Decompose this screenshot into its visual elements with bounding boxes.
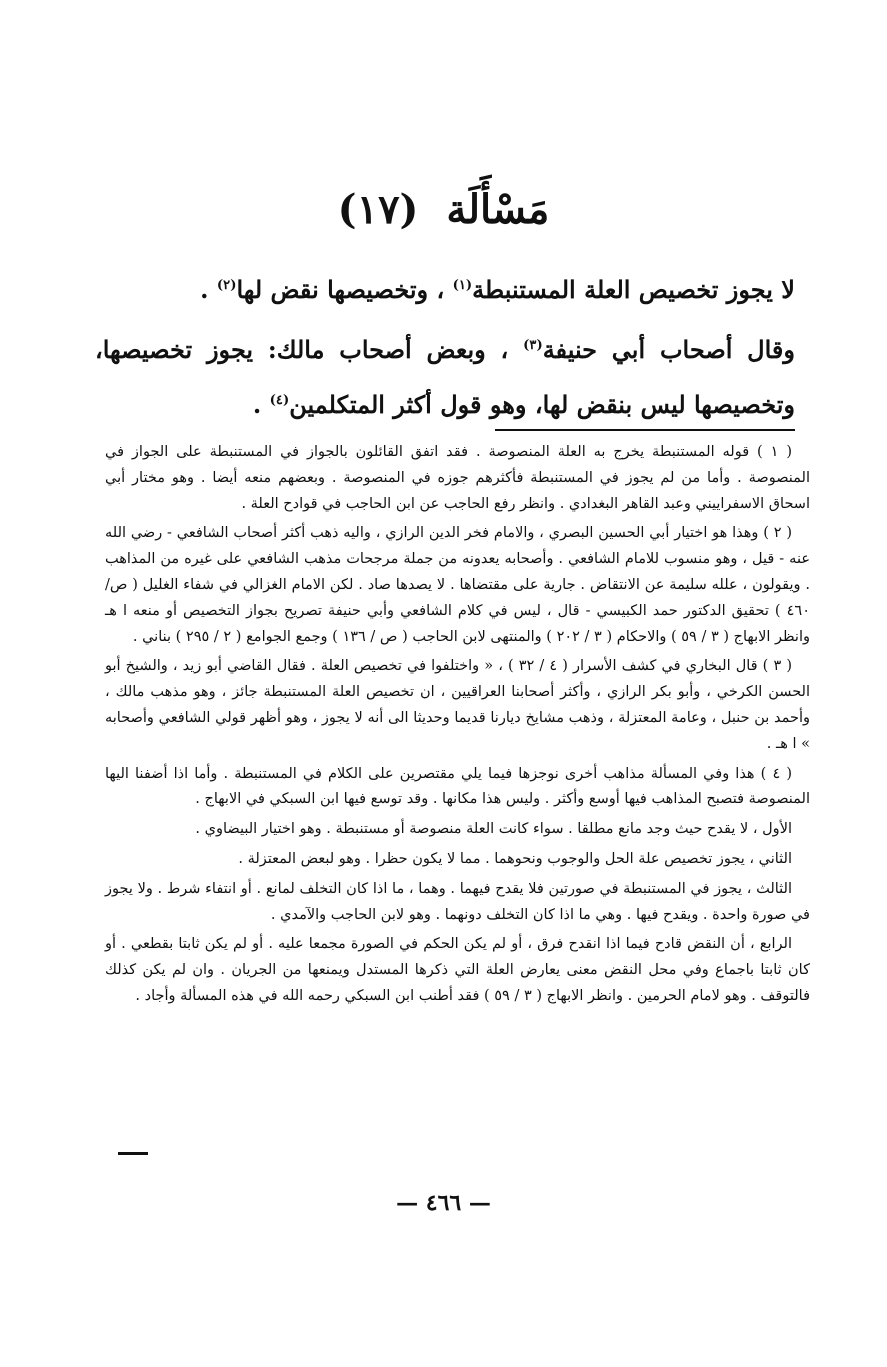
footnote-2: ( ٢ ) وهذا هو اختيار أبي الحسين البصري ، والامام فخر الدين الرازي ، واليه ذهب أكثر أصحاب الشافعي - رضي الله عنه - قيل ، وهو منسوب للامام الشافعي . وأصحابه يعدونه من جملة مرجحات مذهب الشافعي على غيره من المذاهب . ويقولون ، علله سليمة عن الانتقاض . جارية على مقتضاها . لا يصدها صاد . لكن الامام الغزالي في شفاء الغليل ( ص/ ٤٦٠ ) تحقيق الدكتور حمد الكبيسي - قال ، ليس في كلام الشافعي وأبي حنيفة تصريح بجواز التخصيص أو منعه ا هـ وانظر الابهاج ( ٣ / ٥٩ ) والاحكام ( ٣ / ٢٠٢ ) والمنتهى لابن الحاجب ( ص / ١٣٦ ) وجمع الجوامع ( ٢ / ٢٩٥ ) بناني . [105, 525, 810, 645]
footnote-4-opinion-2: الثاني ، يجوز تخصيص علة الحل والوجوب ونحوهما . مما لا يكون حظرا . وهو لبعض المعتزلة . [238, 850, 792, 867]
main-paragraph-1 [95, 262, 795, 317]
end-mark [118, 1152, 148, 1155]
footnote-ref-2: (٢) [216, 278, 237, 293]
footnote-ref-3: (٣) [523, 338, 543, 353]
footnote-3: ( ٣ ) قال البخاري في كشف الأسرار ( ٤ / ٣٢ ) ، « واختلفوا في تخصيص العلة . فقال القاضي أبو زيد ، والشيخ أبو الحسن الكرخي ، وأبو بكر الرازي ، وأكثر أصحابنا العراقيين ، ان تخصيص العلة المستنبطة جائز ، وهو مذهب مالك ، وأحمد بن حنبل ، وعامة المعتزلة ، وذهب مشايخ ديارنا قديما وحديثا الى أنه لا يجوز ، وهو أظهر قولي الشافعي وأصحابه » ا هـ . [105, 658, 810, 752]
footnote-4-opinion-3: الثالث ، يجوز في المستنبطة في صورتين فلا يقدح فيهما . وهما ، ما اذا كان التخلف لمانع . أو انتفاء شرط . ولا يجوز في صورة واحدة . ويقدح فيها . وهي ما اذا كان التخلف دونهما . وهو لابن الحاجب والآمدي . [105, 880, 810, 923]
main-line2-text: وقال أصحاب أبي حنيفة [542, 335, 795, 364]
page-number: — ٤٦٦ — [396, 1190, 491, 1216]
footnote-4-opinion-1: الأول ، لا يقدح حيث وجد مانع مطلقا . سواء كانت العلة منصوصة أو مستنبطة . وهو اختيار البيضاوي . [195, 821, 792, 838]
footnote-divider [495, 429, 795, 431]
main-line1-text: لا يجوز تخصيص العلة المستنبطة [472, 275, 795, 304]
main-line1-end: . [200, 275, 209, 304]
main-line2-end: . [252, 390, 262, 419]
main-line2-text2: ، وبعض أصحاب مالك: يجوز تخصيصها، وتخصيصها ليس بنقض لها، وهو قول أكثر المتكلمين [95, 335, 795, 419]
heading-title: مَسْأَلَة [446, 186, 550, 233]
footnote-4-opinion-4: الرابع ، أن النقض قادح فيما اذا انقدح فرق ، أو لم يكن الحكم في الصورة مجمعا عليه . أو لم يكن ثابتا بقطعي . أو كان ثابتا باجماع وفي محل النقض معنى يعارض العلة التي ذكرها المستدل ويمنعها من الجريان . وان لم يكن كذلك فالتوقف . وهو لامام الحرمين . وانظر الابهاج ( ٣ / ٥٩ ) فقد أطنب ابن السبكي رحمه الله في هذه المسألة وأجاد . [105, 936, 810, 1004]
main-paragraph-2 [95, 322, 795, 432]
section-heading [0, 180, 887, 240]
footnote-4-intro: ( ٤ ) هذا وفي المسألة مذاهب أخرى نوجزها فيما يلي مقتصرين على الكلام في المستنبطة . وأما اذا أضفنا اليها المنصوصة فتصبح المذاهب فيها أوسع وأكثر . وليس هذا مكانها . وقد توسع فيها ابن السبكي في الابهاج . [105, 765, 810, 808]
footnote-ref-4: (٤) [269, 393, 290, 408]
heading-number: (١٧) [337, 186, 419, 233]
main-text [95, 262, 795, 432]
main-line1-text2: ، وتخصيصها نقض لها [236, 275, 445, 304]
footnotes [105, 440, 810, 1014]
footnote-ref-1: (١) [452, 278, 473, 293]
footnote-1: ( ١ ) قوله المستنبطة يخرج به العلة المنصوصة . فقد اتفق القائلون بالجواز في المستنبطة على الجواز في المنصوصة . وأما من لم يجوز في المستنبطة فأكثرهم جوزه في المنصوصة . وبعضهم منعه أيضا . وهو مختار أبي اسحاق الاسفراييني وعبد القاهر البغدادي . وانظر رفع الحاجب عن ابن الحاجب في قوادح العلة . [105, 444, 810, 512]
